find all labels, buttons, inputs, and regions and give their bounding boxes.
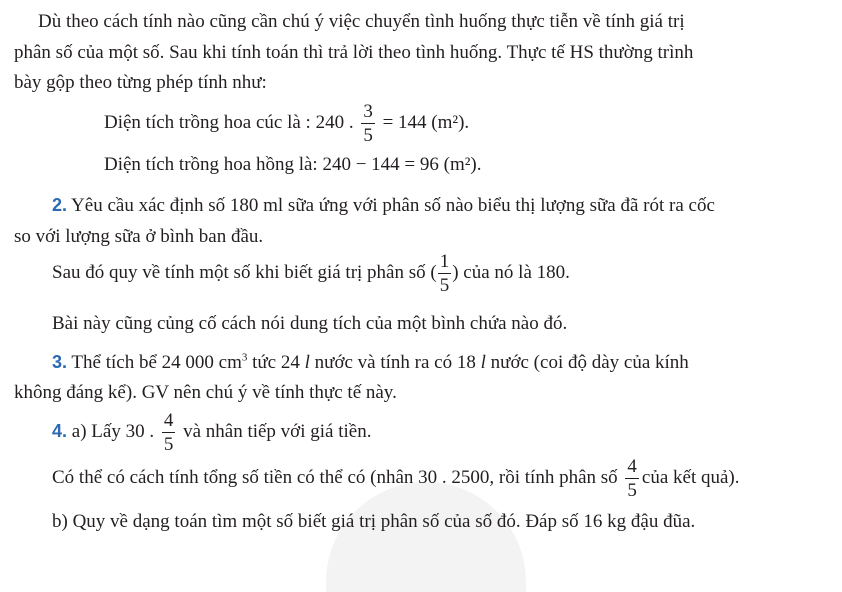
item3-text-d: nước (coi độ dày của kính <box>485 352 689 373</box>
item3-text-c: nước và tính ra có 18 <box>309 352 481 373</box>
item4-number: 4. <box>52 421 68 441</box>
para1-line3: bày gộp theo từng phép tính như: <box>14 72 267 93</box>
para1-line1: Dù theo cách tính nào cũng cần chú ý việc chuyển tình huống thực tiễn về tính giá trị <box>38 11 685 32</box>
item4-a-suffix: và nhân tiếp với giá tiền. <box>178 421 372 442</box>
fraction-numerator: 4 <box>627 456 637 478</box>
item3-text-b: tức 24 <box>247 352 305 373</box>
item4-a <box>52 406 371 457</box>
item4-line2 <box>52 453 740 503</box>
formula-cuc-prefix: Diện tích trồng hoa cúc là : 240 . <box>104 112 354 133</box>
litre-unit: l <box>480 352 486 373</box>
item2-sub-suffix: ) của nó là 180. <box>452 262 570 283</box>
fraction-numerator: 4 <box>163 410 174 432</box>
item2-sub <box>52 248 570 298</box>
fraction-denominator: 5 <box>363 125 373 147</box>
fraction-3-5 <box>361 102 375 145</box>
fraction-4-5-b <box>625 457 639 500</box>
fraction-denominator: 5 <box>163 434 174 456</box>
fraction-4-5 <box>162 411 176 454</box>
item4-a-prefix: a) Lấy 30 . <box>67 421 155 442</box>
item4-line2-suffix: của kết quả). <box>641 467 740 488</box>
item3-number: 3. <box>52 352 68 372</box>
item2-line1 <box>52 193 715 218</box>
item2-line1-text: Yêu cầu xác định số 180 ml sữa ứng với phân số nào biểu thị lượng sữa đã rót ra cốc <box>67 195 715 216</box>
item2-number: 2. <box>52 195 68 215</box>
item2-line2: so với lượng sữa ở bình ban đầu. <box>14 226 264 247</box>
fraction-1-5 <box>438 252 452 295</box>
item2-sub-prefix: Sau đó quy về tính một số khi biết giá trị phân số ( <box>52 262 437 283</box>
formula-cuc <box>104 98 469 148</box>
fraction-numerator: 3 <box>363 101 373 123</box>
fraction-denominator: 5 <box>627 480 637 502</box>
item3-text-a: Thể tích bể 24 000 cm <box>67 352 242 373</box>
item4-b: b) Quy về dạng toán tìm một số biết giá trị phân số của số đó. Đáp số 16 kg đậu đũa. <box>52 511 696 532</box>
item4-line2-prefix: Có thể có cách tính tổng số tiền có thể có (nhân 30 . 2500, rồi tính phân số <box>52 467 618 488</box>
formula-hong: Diện tích trồng hoa hồng là: 240 − 144 = 96 (m²). <box>104 154 482 175</box>
formula-cuc-suffix: = 144 (m²). <box>382 112 470 133</box>
item3-superscript: 3 <box>241 351 248 364</box>
item3-line1 <box>52 350 689 375</box>
fraction-numerator: 1 <box>439 251 450 273</box>
para1-line2: phân số của một số. Sau khi tính toán thì trả lời theo tình huống. Thực tế HS thường trình <box>14 42 694 63</box>
item3-line2: không đáng kể). GV nên chú ý về tính thực tế này. <box>14 382 397 403</box>
item2-note: Bài này cũng củng cố cách nói dung tích của một bình chứa nào đó. <box>52 313 568 334</box>
fraction-denominator: 5 <box>439 275 450 297</box>
litre-unit: l <box>304 352 310 373</box>
